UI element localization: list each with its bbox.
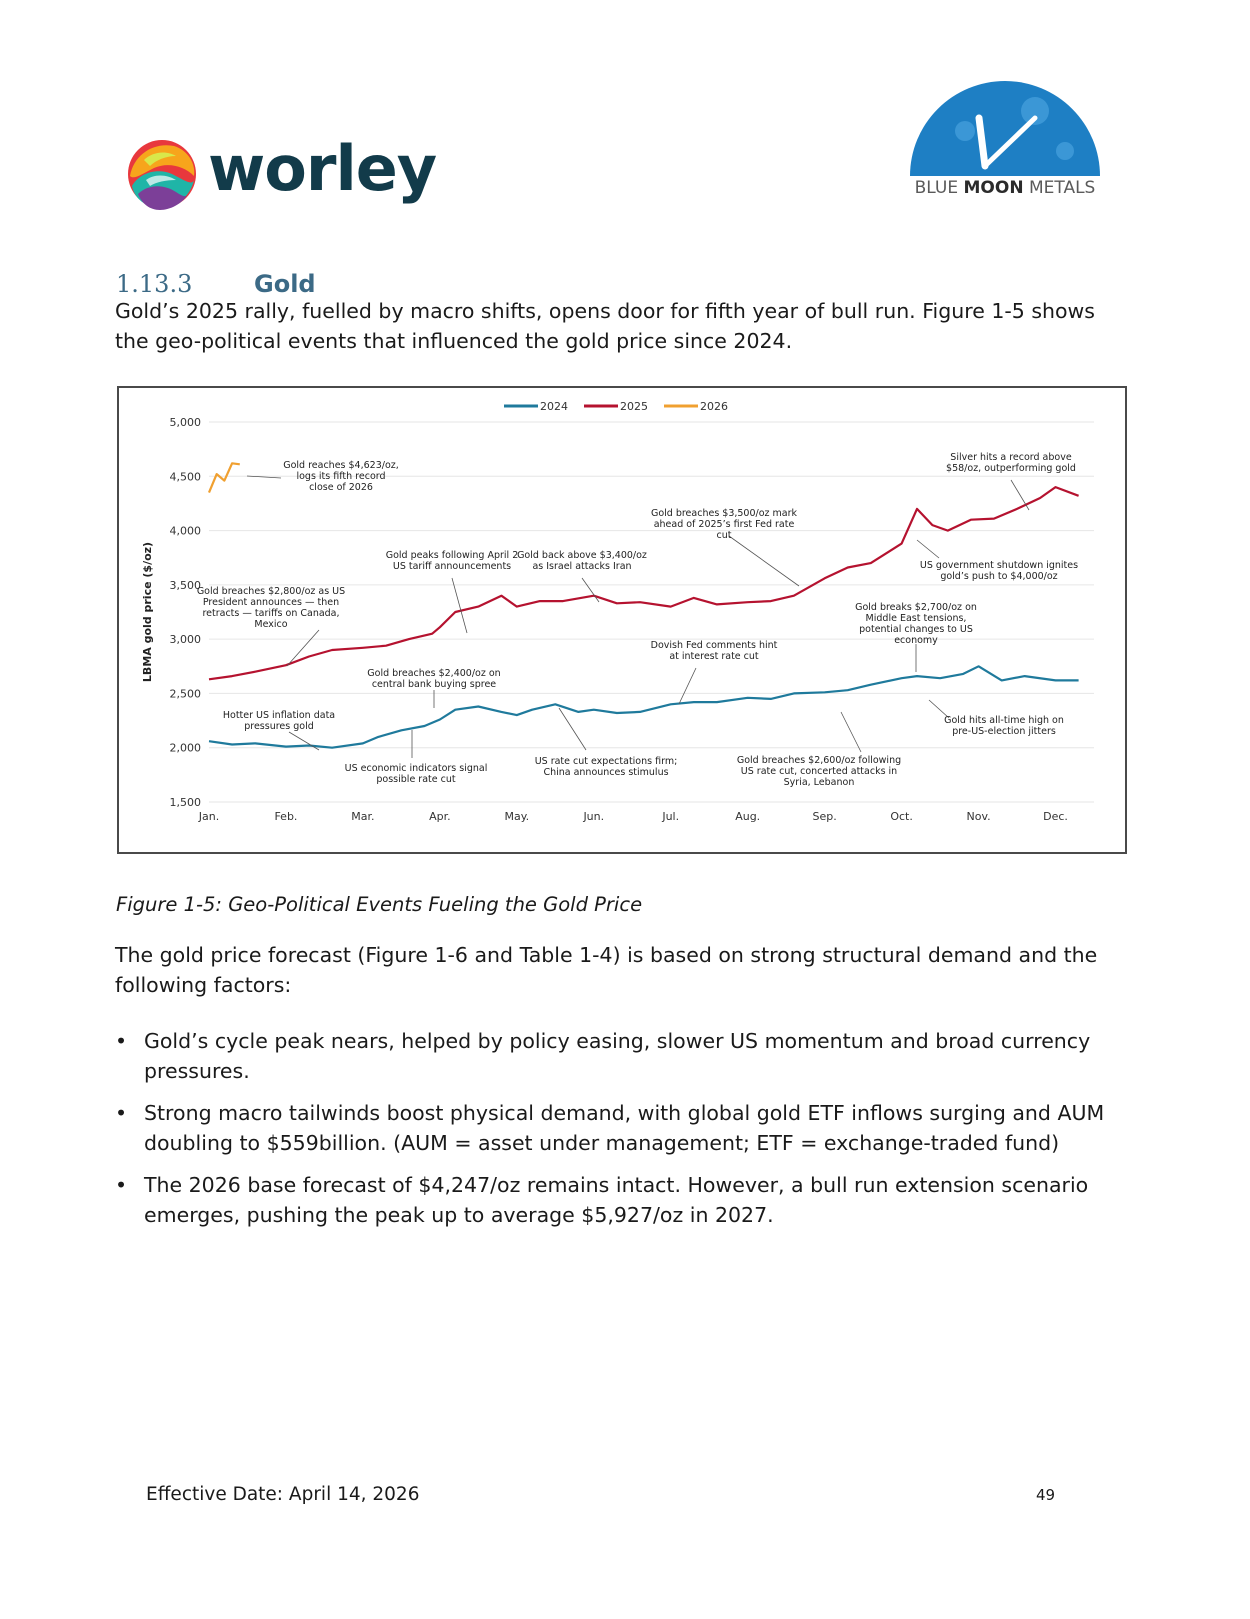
annotation-leader	[287, 630, 319, 666]
annotation-leader	[729, 536, 799, 586]
bullet-icon: •	[115, 1029, 128, 1053]
annotation-leader	[841, 712, 861, 752]
moon-clock-icon	[905, 76, 1105, 176]
annotation-label: Gold back above $3,400/oz as Israel attacks Iran	[517, 550, 647, 572]
legend-label: 2025	[620, 400, 648, 413]
annotation-label: Gold hits all-time high on pre-US-election jitters	[944, 715, 1064, 737]
x-tick-label: Dec.	[1043, 810, 1068, 823]
x-tick-label: Sep.	[812, 810, 837, 823]
section-title: Gold	[254, 270, 316, 298]
annotation-leader	[1011, 480, 1029, 510]
x-tick-label: Nov.	[966, 810, 991, 823]
bullet-icon: •	[115, 1173, 128, 1197]
annotation-label: US economic indicators signal possible rate cut	[344, 763, 488, 785]
blue-moon-metals-wordmark: BLUE MOON METALS	[914, 178, 1096, 198]
y-axis-label: LBMA gold price ($/oz)	[141, 541, 154, 683]
legend-label: 2026	[700, 400, 728, 413]
y-tick-label: 5,000	[169, 416, 201, 429]
bullet-text: Strong macro tailwinds boost physical demand, with global gold ETF inflows surging and AUM doubling to $559billion. (AUM = asset under management; ETF = exchange-traded fund)	[144, 1101, 1105, 1155]
chart-svg	[119, 388, 1125, 852]
annotation-leader	[559, 708, 586, 750]
annotation-label: Hotter US inflation data pressures gold	[222, 710, 336, 732]
y-tick-label: 3,000	[169, 633, 201, 647]
y-tick-label: 3,500	[169, 578, 201, 592]
x-tick-label: Jun.	[583, 810, 605, 823]
annotation-leader	[452, 578, 467, 633]
annotation-label: US government shutdown ignites gold’s push to $4,000/oz	[919, 560, 1079, 582]
annotation-label: Gold breaks $2,700/oz on Middle East tensions, potential changes to US economy	[855, 602, 977, 646]
legend-label: 2024	[540, 400, 568, 413]
annotation-label: US rate cut expectations firm; China announces stimulus	[534, 756, 678, 778]
annotation-leader	[679, 668, 696, 704]
blue-moon-metals-logo	[905, 76, 1115, 206]
annotation-label: Gold breaches $3,500/oz mark ahead of 2025’s first Fed rate cut	[650, 508, 798, 541]
worley-swirl-icon	[124, 136, 200, 212]
y-tick-label: 1,500	[169, 796, 201, 809]
series-line-2024	[209, 666, 1079, 747]
x-tick-label: Apr.	[429, 810, 451, 823]
annotation-label: Gold reaches $4,623/oz, logs its fifth record close of 2026	[283, 460, 399, 493]
section-heading	[116, 270, 316, 298]
y-tick-label: 2,500	[169, 687, 201, 701]
x-tick-label: May.	[504, 810, 530, 823]
worley-logo	[124, 134, 444, 214]
list-item	[115, 1098, 1125, 1158]
forecast-paragraph: The gold price forecast (Figure 1-6 and Table 1-4) is based on strong structural demand and the following factors:	[115, 943, 1098, 997]
bullet-text: The 2026 base forecast of $4,247/oz remains intact. However, a bull run extension scenario emerges, pushing the peak up to average $5,927/oz in 2027.	[144, 1173, 1089, 1227]
x-tick-label: Feb.	[274, 810, 298, 823]
x-tick-label: Jul.	[662, 810, 680, 823]
x-tick-label: Mar.	[351, 810, 375, 823]
bullet-text: Gold’s cycle peak nears, helped by policy easing, slower US momentum and broad currency pressures.	[144, 1029, 1091, 1083]
x-tick-label: Jan.	[198, 810, 220, 823]
annotation-label: Gold peaks following April 2 US tariff announcements	[385, 550, 519, 572]
worley-wordmark: worley	[208, 132, 437, 205]
series-line-2026	[209, 463, 240, 492]
figure-caption: Figure 1-5: Geo-Political Events Fueling the Gold Price	[116, 893, 643, 916]
y-tick-label: 2,000	[169, 741, 201, 755]
annotation-label: Silver hits a record above $58/oz, outperforming gold	[946, 452, 1076, 474]
annotation-label: Gold breaches $2,600/oz following US rate cut, concerted attacks in Syria, Lebanon	[736, 755, 902, 788]
series-line-2025	[209, 487, 1079, 679]
annotation-label: Gold breaches $2,800/oz as US President announces — then retracts — tariffs on Canada, Mexico	[196, 586, 346, 630]
annotation-label: Dovish Fed comments hint at interest rate cut	[650, 640, 778, 662]
intro-paragraph: Gold’s 2025 rally, fuelled by macro shifts, opens door for fifth year of bull run. Figure 1-5 shows the geo-political events that influenced the gold price since 2024.	[115, 299, 1095, 353]
x-tick-label: Aug.	[735, 810, 761, 823]
gold-price-chart	[117, 386, 1127, 854]
section-number: 1.13.3	[116, 270, 193, 298]
x-tick-label: Oct.	[890, 810, 913, 823]
annotation-leader	[917, 540, 939, 558]
factor-list	[115, 1026, 1125, 1242]
y-tick-label: 4,000	[169, 524, 201, 538]
effective-date: Effective Date: April 14, 2026	[146, 1484, 420, 1505]
bullet-icon: •	[115, 1101, 128, 1125]
page-number: 49	[1036, 1486, 1056, 1504]
list-item	[115, 1170, 1125, 1230]
y-tick-label: 4,500	[169, 470, 201, 484]
annotation-label: Gold breaches $2,400/oz on central bank buying spree	[367, 668, 501, 690]
list-item	[115, 1026, 1125, 1086]
